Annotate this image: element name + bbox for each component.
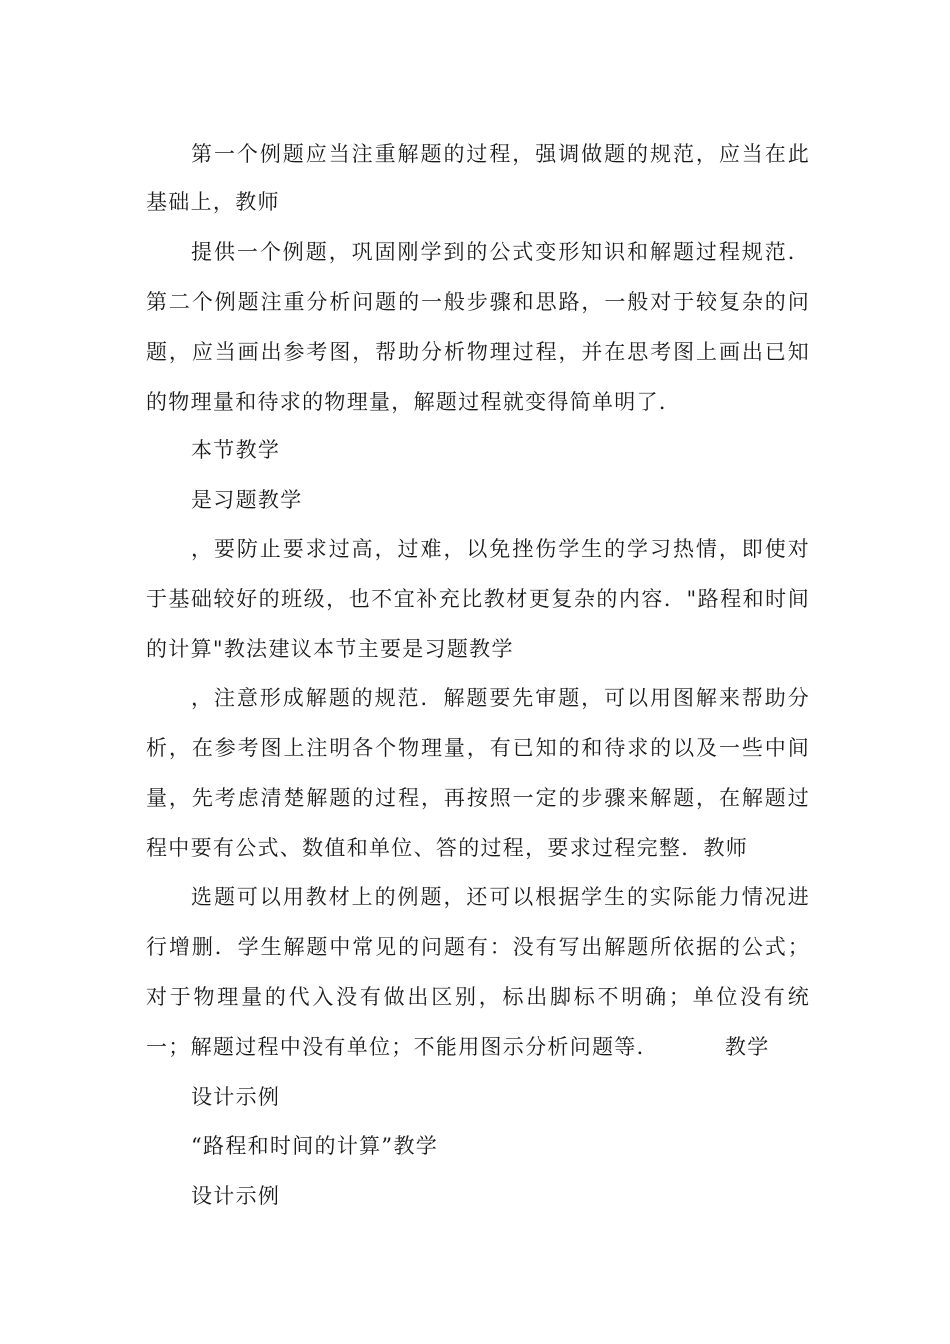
text-line: 于基础较好的班级，也不宜补充比教材更复杂的内容．"路程和时间 bbox=[146, 587, 810, 611]
text-line bbox=[146, 1033, 810, 1061]
text-line: 设计示例 bbox=[191, 1184, 281, 1208]
text-segment: 一；解题过程中没有单位；不能用图示分析问题等． bbox=[146, 1035, 659, 1059]
text-line: 基础上，教师 bbox=[146, 190, 280, 214]
text-line: 设计示例 bbox=[191, 1085, 281, 1109]
text-line: 选题可以用教材上的例题，还可以根据学生的实际能力情况进 bbox=[191, 885, 810, 909]
text-segment: 教学 bbox=[724, 1035, 770, 1059]
text-line: 第二个例题注重分析问题的一般步骤和思路，一般对于较复杂的问 bbox=[146, 290, 810, 314]
text-line: ，要防止要求过高，过难，以免挫伤学生的学习热情，即使对 bbox=[191, 537, 810, 561]
text-line: “路程和时间的计算”教学 bbox=[191, 1134, 439, 1158]
text-line: 行增删．学生解题中常见的问题有：没有写出解题所依据的公式； bbox=[146, 935, 810, 959]
text-line: 程中要有公式、数值和单位、答的过程，要求过程完整．教师 bbox=[146, 836, 749, 860]
text-line: 对于物理量的代入没有做出区别，标出脚标不明确；单位没有统 bbox=[146, 985, 810, 1009]
text-line: 提供一个例题，巩固刚学到的公式变形知识和解题过程规范． bbox=[191, 240, 810, 264]
text-line: 的物理量和待求的物理量，解题过程就变得简单明了． bbox=[146, 390, 682, 414]
text-line: 的计算"教法建议本节主要是习题教学 bbox=[146, 637, 514, 661]
text-line: 析，在参考图上注明各个物理量，有已知的和待求的以及一些中间 bbox=[146, 736, 810, 760]
text-line: 量，先考虑清楚解题的过程，再按照一定的步骤来解题，在解题过 bbox=[146, 786, 810, 810]
text-line: 本节教学 bbox=[191, 438, 281, 462]
text-line: 第一个例题应当注重解题的过程，强调做题的规范，应当在此 bbox=[191, 142, 810, 166]
text-line: ，注意形成解题的规范．解题要先审题，可以用图解来帮助分 bbox=[191, 686, 810, 710]
text-line: 题，应当画出参考图，帮助分析物理过程，并在思考图上画出已知 bbox=[146, 340, 810, 364]
text-line: 是习题教学 bbox=[191, 488, 303, 512]
